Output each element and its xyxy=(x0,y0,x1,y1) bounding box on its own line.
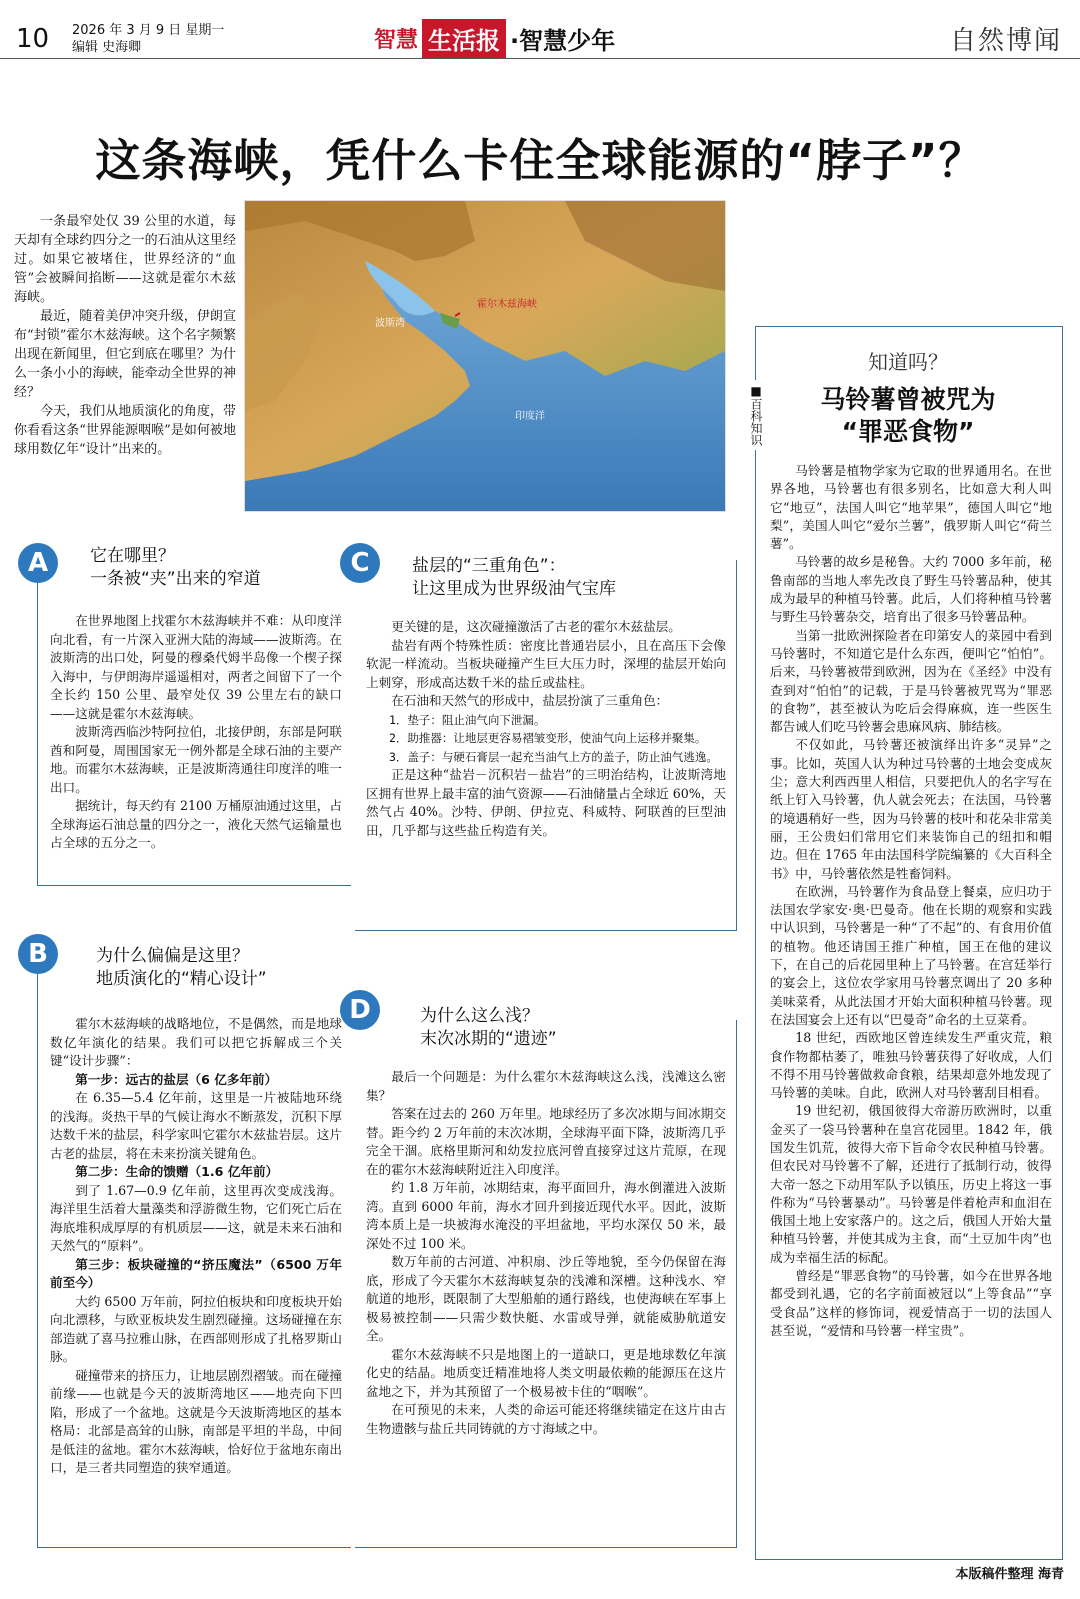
map-label-gulf: 波斯湾 xyxy=(375,318,405,329)
section-b-title-line: 地质演化的“精心设计” xyxy=(96,969,267,989)
masthead-logo xyxy=(374,20,615,56)
paragraph: 据统计，每天约有 2100 万桶原油通过这里，占全球海运石油总量的四分之一，液化天然气运输量也占全球的五分之一。 xyxy=(50,798,342,850)
sidebar-question: 知道吗？ xyxy=(868,350,948,374)
section-d-title xyxy=(420,1005,730,1051)
list-item: 3．盖子：与硬石膏层一起充当油气上方的盖子，防止油气逃逸。 xyxy=(389,749,718,764)
intro-paragraph: 最近，随着美伊冲突升级，伊朗宣布“封锁”霍尔木兹海峡。这个名字频繁出现在新闻里，但它到底在哪里？为什么一条小小的海峡，能牵动全世界的神经？ xyxy=(14,309,236,400)
section-c-title-line: 让这里成为世界级油气宝库 xyxy=(412,579,616,599)
paragraph: 在欧洲，马铃薯作为食品登上餐桌，应归功于法国农学家安·奥·巴曼奇。他在长期的观察和实践中认识到，马铃薯是一种“了不起”的、有食用价值的植物。他还请国王推广种植，国王在他的建议下，在自己的后花园里种上了马铃薯。在宫廷举行的宴会上，这位农学家用马铃薯烹调出了 20 多种美味菜肴，从此法国才开始大面积种植马铃薯。现在法国宴会上还有以“巴曼奇”命名的土豆菜肴。 xyxy=(770,883,1052,1027)
sidebar-tag: ■百科知识 xyxy=(745,380,765,450)
paragraph: 大约 6500 万年前，阿拉伯板块和印度板块开始向北漂移，与欧亚板块发生剧烈碰撞。这场碰撞在东部造就了喜马拉雅山脉，在西部则形成了扎格罗斯山脉。 xyxy=(50,1293,342,1364)
section-d-title-line: 末次冰期的“遗迹” xyxy=(420,1029,557,1049)
list-item: 2．助推器：让地层更容易褶皱变形，使油气向上运移并聚集。 xyxy=(389,731,707,745)
paragraph: 正是这种“盐岩－沉积岩－盐岩”的三明治结构，让波斯湾地区拥有世界上最丰富的油气资源——石油储量占全球近 60%，天然气占 40%。沙特、伊朗、伊拉克、科威特、阿联酋的巨型油田，几乎都与这些盐丘构造有关。 xyxy=(366,767,726,838)
issue-date: 2026 年 3 月 9 日 星期一 xyxy=(72,23,225,38)
paragraph: 约 1.8 万年前，冰期结束，海平面回升，海水倒灌进入波斯湾。直到 6000 年前，海水才回升到接近现代水平。因此，波斯湾本质上是一块被海水淹没的平坦盆地，平均水深仅 50 米，最深处不过 100 米。 xyxy=(366,1180,726,1251)
intro-text xyxy=(14,212,236,459)
paragraph: 19 世纪初，俄国彼得大帝游历欧洲时，以重金买了一袋马铃薯种在皇宫花园里。1842 年，俄国发生饥荒，彼得大帝下旨命令农民种植马铃薯。但农民对马铃薯不了解，还进行了抵制行动，彼得大帝一怒之下动用军队予以镇压，历史上将这一事件称为“马铃薯暴动”。马铃薯是伴着枪声和血泪在俄国土地上安家落户的。这之后，俄国人开始大量种植马铃薯，并使其成为主食，而“土豆加牛肉”也成为幸福生活的标配。 xyxy=(770,1103,1052,1265)
section-a-title-line: 它在哪里？ xyxy=(90,546,175,566)
step-heading: 第一步：远古的盐层（6 亿多年前） xyxy=(75,1071,278,1087)
paragraph: 数万年前的古河道、冲积扇、沙丘等地貌，至今仍保留在海底，形成了今天霍尔木兹海峡复杂的浅滩和深槽。这种浅水、窄航道的地形，既限制了大型船舶的通行路线，也使海峡在军事上极易被控制——只需少数快艇、水雷或导弹，就能威胁航道安全。 xyxy=(366,1254,726,1343)
page-headline: 这条海峡，凭什么卡住全球能源的“脖子”？ xyxy=(95,134,985,187)
section-c-body xyxy=(366,618,726,840)
strait-map xyxy=(244,200,726,512)
paragraph: 在 6.35—5.4 亿年前，这里是一片被陆地环绕的浅海。炎热干旱的气候让海水不断蒸发，沉积下厚达数千米的盐层，科学家叫它霍尔木兹盐岩层。这片古老的盐层，将在未来扮演关键角色。 xyxy=(50,1090,342,1161)
intro-paragraph: 一条最窄处仅 39 公里的水道，每天却有全球约四分之一的石油从这里经过。如果它被堵住，世界经济的“血管”会被瞬间掐断——这就是霍尔木兹海峡。 xyxy=(14,214,236,305)
paragraph: 最后一个问题是：为什么霍尔木兹海峡这么浅，浅滩这么密集？ xyxy=(366,1069,726,1103)
masthead-b: 生活报 xyxy=(422,19,506,58)
paragraph: 在世界地图上找霍尔木兹海峡并不难：从印度洋向北看，有一片深入亚洲大陆的海域——波斯湾。在波斯湾的出口处，阿曼的穆桑代姆半岛像一个楔子探入海中，与伊朗海岸遥遥相对，两者之间留下了一个全长约 150 公里、最窄处仅 39 公里左右的缺口——这就是霍尔木兹海峡。 xyxy=(50,613,342,721)
issue-date-block xyxy=(72,22,224,56)
sidebar-body xyxy=(770,462,1052,1340)
paragraph: 波斯湾西临沙特阿拉伯，北接伊朗，东部是阿联酋和阿曼，周围国家无一例外都是全球石油的主要产地。而霍尔木兹海峡，正是波斯湾通往印度洋的唯一出口。 xyxy=(50,724,342,795)
paragraph: 答案在过去的 260 万年里。地球经历了多次冰期与间冰期交替。距今约 2 万年前的末次冰期，全球海平面下降，波斯湾几乎完全干涸。底格里斯河和幼发拉底河曾直接穿过这片荒原，在现在的霍尔木兹海峡附近注入印度洋。 xyxy=(366,1106,726,1177)
section-d-badge: D xyxy=(340,990,380,1030)
paragraph: 曾经是“罪恶食物”的马铃薯，如今在世界各地都受到礼遇，它的名字前面被冠以“上等食品”“享受食品”这样的修饰词，视爱情高于一切的法国人甚至说，“爱情和马铃薯一样宝贵”。 xyxy=(770,1268,1052,1338)
section-b-title-line: 为什么偏偏是这里？ xyxy=(96,946,249,966)
section-b-body xyxy=(50,1015,342,1478)
section-c-badge: C xyxy=(340,543,380,583)
sidebar-title-line: “罪恶食物” xyxy=(841,417,975,446)
paragraph: 不仅如此，马铃薯还被演绎出许多“灵异”之事。比如，英国人认为种过马铃薯的土地会变成灰尘；意大利西西里人相信，只要把仇人的名字写在纸上钉入马铃薯，仇人就会死去；在法国，马铃薯的境遇稍好一些，因为马铃薯的枝叶和花朵非常美丽，王公贵妇们常用它们来装饰自己的纽扣和帽边。但在 1765 年由法国科学院编纂的《大百科全书》中，马铃薯依然是牲畜饲料。 xyxy=(770,737,1052,881)
section-b-title xyxy=(96,945,346,991)
paragraph: 当第一批欧洲探险者在印第安人的菜园中看到马铃薯时，不知道它是什么东西，便叫它“怕怕”。后来，马铃薯被带到欧洲，因为在《圣经》中没有查到对“怕怕”的记载，于是马铃薯被咒骂为“罪恶的食物”，甚至被认为吃后会得麻疯，连一些医生都告诫人们吃马铃薯会患麻风病、肺结核。 xyxy=(770,627,1052,735)
paragraph: 在石油和天然气的形成中，盐层扮演了三重角色： xyxy=(391,693,669,708)
editor-name: 编辑 史海卿 xyxy=(72,40,142,55)
section-a-body xyxy=(50,612,342,853)
step-heading: 第二步：生命的馈赠（1.6 亿年前） xyxy=(75,1164,279,1179)
map-label-ocean: 印度洋 xyxy=(515,411,545,422)
paragraph: 更关键的是，这次碰撞激活了古老的霍尔木兹盐层。 xyxy=(391,619,681,634)
section-b-badge: B xyxy=(18,934,58,974)
intro-paragraph: 今天，我们从地质演化的角度，带你看看这条“世界能源咽喉”是如何被地球用数亿年“设计”出来的。 xyxy=(14,404,236,457)
page-number: 10 xyxy=(16,24,50,54)
section-c-title xyxy=(412,555,732,601)
section-a-badge: A xyxy=(18,543,58,583)
list-item: 1．垫子：阻止油气向下泄漏。 xyxy=(389,712,546,727)
sidebar-title xyxy=(755,384,1061,448)
sidebar-title-line: 马铃薯曾被咒为 xyxy=(820,385,996,414)
paragraph: 18 世纪，西欧地区曾连续发生严重灾荒，粮食作物都枯萎了，唯独马铃薯获得了好收成，人们不得不用马铃薯做救命食粮，结果却意外地发现了马铃薯的美味。自此，欧洲人对马铃薯刮目相看。 xyxy=(770,1030,1052,1101)
section-d-title-line: 为什么这么浅？ xyxy=(420,1006,539,1026)
masthead-a: 智慧 xyxy=(374,27,419,53)
masthead-c: ·智慧少年 xyxy=(510,26,616,55)
paragraph: 盐岩有两个特殊性质：密度比普通岩层小，且在高压下会像软泥一样流动。当板块碰撞产生巨大压力时，深埋的盐层开始向上刺穿，形成高达数千米的盐丘或盐柱。 xyxy=(366,637,726,690)
step-heading: 第三步：板块碰撞的“挤压魔法”（6500 万年前至今） xyxy=(50,1256,342,1290)
section-c-title-line: 盐层的“三重角色”： xyxy=(412,556,566,576)
section-d-body xyxy=(366,1068,726,1438)
footer-credit: 本版稿件整理 海青 xyxy=(955,1567,1064,1582)
paragraph: 霍尔木兹海峡不只是地图上的一道缺口，更是地球数亿年演化史的结晶。地质变迁精准地将人类文明最依赖的能源压在这片盆地之下，并为其预留了一个极易被卡住的“咽喉”。 xyxy=(366,1346,726,1399)
relief-map-graphic xyxy=(245,201,725,511)
map-label-strait: 霍尔木兹海峡 xyxy=(477,299,537,310)
section-a-title xyxy=(90,545,350,591)
section-a-title-line: 一条被“夹”出来的窄道 xyxy=(90,569,261,589)
section-name: 自然博闻 xyxy=(949,26,1062,56)
paragraph: 马铃薯是植物学家为它取的世界通用名。在世界各地，马铃薯也有很多别名，比如意大利人叫它“地豆”，法国人叫它“地苹果”，德国人叫它“地梨”，美国人叫它“爱尔兰薯”，俄罗斯人叫它“荷兰薯”。 xyxy=(770,463,1052,552)
header-divider xyxy=(0,58,1080,59)
paragraph: 霍尔木兹海峡的战略地位，不是偶然，而是地球数亿年演化的结果。我们可以把它拆解成三个关键“设计步骤”： xyxy=(50,1016,342,1068)
paragraph: 到了 1.67—0.9 亿年前，这里再次变成浅海。海洋里生活着大量藻类和浮游微生物，它们死亡后在海底堆积成厚厚的有机质层——这，就是未来石油和天然气的“原料”。 xyxy=(50,1182,342,1253)
paragraph: 在可预见的未来，人类的命运可能还将继续锚定在这片由古生物遗骸与盐丘共同铸就的方寸海域之中。 xyxy=(366,1402,726,1436)
paragraph: 碰撞带来的挤压力，让地层剧烈褶皱。而在碰撞前缘——也就是今天的波斯湾地区——地壳向下凹陷，形成了一个盆地。这就是今天波斯湾地区的基本格局：北部是高耸的山脉，南部是平坦的半岛，中间是低洼的盆地。霍尔木兹海峡，恰好位于盆地东南出口，是三者共同塑造的狭窄通道。 xyxy=(50,1367,342,1475)
paragraph: 马铃薯的故乡是秘鲁。大约 7000 多年前，秘鲁南部的当地人率先改良了野生马铃薯品种，使其成为最早的种植马铃薯。此后，人们将种植马铃薯与野生马铃薯杂交，培育出了很多马铃薯品种。 xyxy=(770,554,1052,625)
